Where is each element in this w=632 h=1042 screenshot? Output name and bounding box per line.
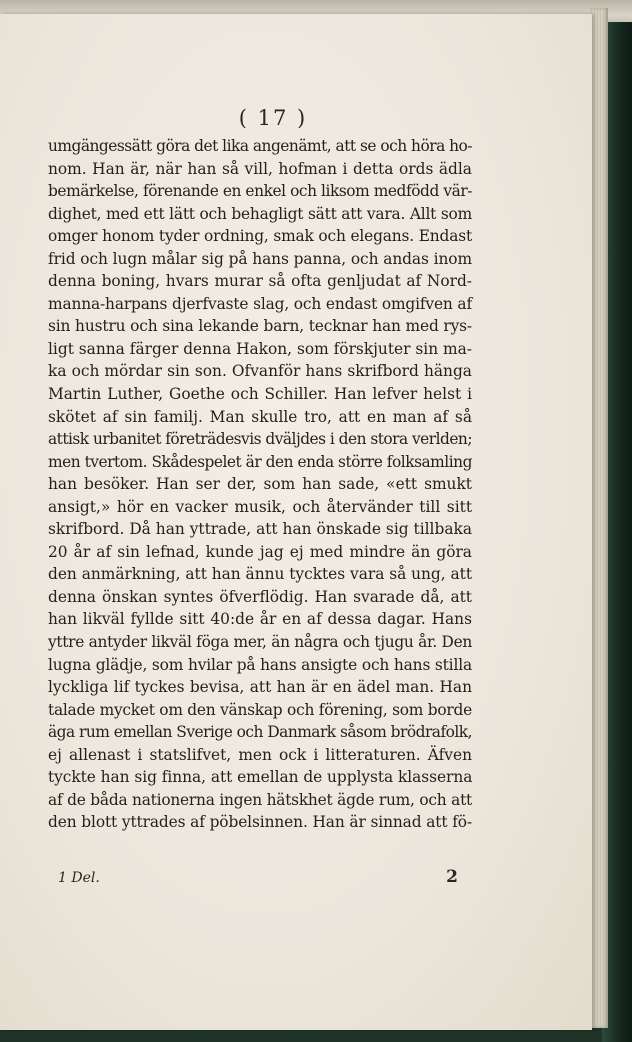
- text-line: lugna glädje, som hvilar på hans ansigte och hans stilla: [48, 655, 472, 674]
- text-line: umgängessätt göra det lika angenämt, att se och höra ho-: [48, 137, 472, 155]
- text-line: sin hustru och sina lekande barn, tecknar han med rys-: [48, 317, 472, 336]
- text-line: lyckliga lif tyckes bevisa, att han är en ädel man. Han: [48, 678, 472, 697]
- text-line: af de båda nationerna ingen hätskhet ägde rum, och att: [48, 790, 472, 809]
- text-line: tyckte han sig finna, att emellan de upplysta klasserna: [48, 768, 473, 787]
- text-line: 20 år af sin lefnad, kunde jag ej med mindre än göra: [48, 542, 472, 561]
- text-line: han besöker. Han ser der, som han sade, «ett smukt: [48, 475, 472, 494]
- text-line: han likväl fyllde sitt 40:de år en af dessa dagar. Hans: [48, 610, 472, 629]
- text-line: den blott yttrades af pöbelsinnen. Han är sinnad att fö-: [48, 813, 472, 832]
- text-line: omger honom tyder ordning, smak och elegans. Endast: [48, 227, 472, 246]
- text-line: men tvertom. Skådespelet är den enda större folksamling: [48, 452, 472, 471]
- text-line: ansigt,» hör en vacker musik, och återvänder till sitt: [48, 497, 472, 516]
- sheet-number: 2: [446, 867, 458, 887]
- text-line: ej allenast i statslifvet, men ock i litteraturen. Äfven: [48, 745, 472, 764]
- page-footer: [58, 867, 458, 894]
- text-line: dighet, med ett lätt och behagligt sätt att vara. Allt som: [48, 204, 472, 223]
- text-line: äga rum emellan Sverige och Danmark såsom brödrafolk,: [48, 723, 472, 742]
- text-line: denna boning, hvars murar så ofta genljudat af Nord-: [48, 272, 472, 291]
- page-number: ( 17 ): [238, 106, 308, 130]
- body-text: [48, 135, 472, 834]
- text-line: den anmärkning, att han ännu tycktes vara så ung, att: [48, 565, 472, 584]
- signature-mark: 1 Del.: [58, 870, 100, 886]
- text-line: yttre antyder likväl föga mer, än några och tjugu år. Den: [48, 633, 472, 652]
- text-line: ligt sanna färger denna Hakon, som förskjuter sin ma-: [48, 339, 472, 358]
- text-line: nom. Han är, när han så vill, hofman i detta ords ädla: [48, 159, 472, 178]
- text-line: denna önskan syntes öfverflödig. Han svarade då, att: [48, 587, 472, 606]
- text-line: frid och lugn målar sig på hans panna, och andas inom: [48, 249, 472, 268]
- text-line: skötet af sin familj. Man skulle tro, att en man af så: [48, 407, 472, 426]
- text-line: ka och mördar sin son. Ofvanför hans skrifbord hänga: [48, 362, 472, 381]
- text-line: Martin Luther, Goethe och Schiller. Han lefver helst i: [48, 385, 472, 404]
- book-page: [0, 14, 592, 1030]
- text-line: manna-harpans djerfvaste slag, och endast omgifven af: [48, 294, 472, 313]
- page-stack-edge: [590, 8, 608, 1028]
- text-line: attisk urbanitet företrädesvis dväljdes i den stora verlden;: [48, 430, 472, 449]
- text-line: talade mycket om den vänskap och förening, som borde: [48, 700, 472, 719]
- text-line: skrifbord. Då han yttrade, att han önskade sig tillbaka: [48, 520, 472, 539]
- text-line: bemärkelse, förenande en enkel och liksom medfödd vär-: [48, 182, 472, 201]
